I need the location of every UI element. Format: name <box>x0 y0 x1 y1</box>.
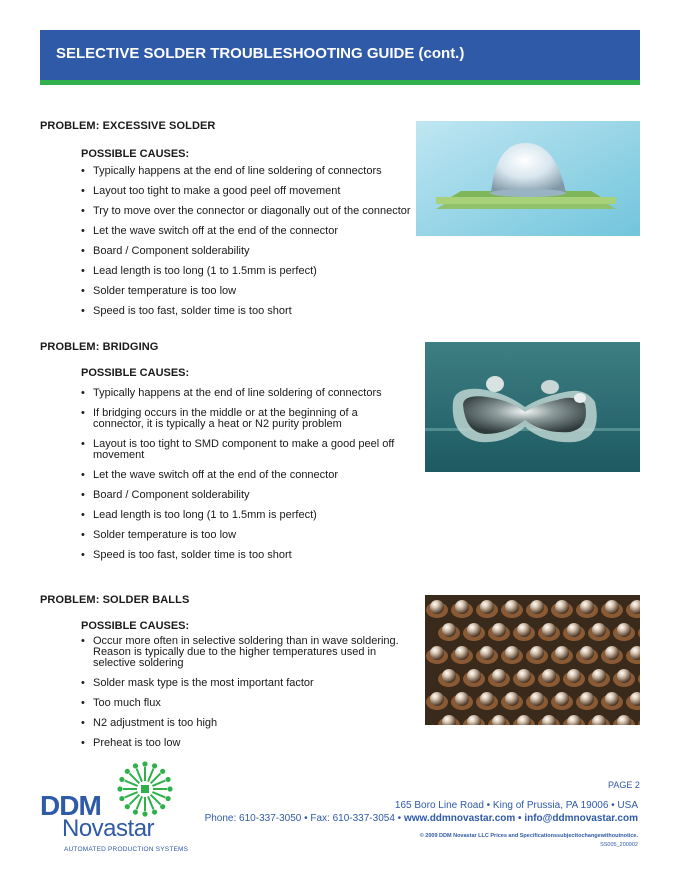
list-item: • Too much flux <box>81 698 406 709</box>
list-item: • Layout is too tight to SMD component to make a good peel off movement <box>81 439 406 461</box>
list-item: • Occur more often in selective soldering than in wave soldering. Reason is typically due to the higher temperatures used in selective soldering <box>81 636 406 669</box>
list-item: • N2 adjustment is too high <box>81 718 406 729</box>
footer-phone-fax: Phone: 610-337-3050 • Fax: 610-337-3054 • <box>204 813 404 824</box>
page-title: SELECTIVE SOLDER TROUBLESHOOTING GUIDE (cont.) <box>56 45 465 62</box>
list-item: • Lead length is too long (1 to 1.5mm is perfect) <box>81 266 421 277</box>
causes-list <box>81 166 421 317</box>
list-item: • Let the wave switch off at the end of the connector <box>81 470 406 481</box>
page-number: PAGE 2 <box>608 780 640 790</box>
ddm-novastar-logo <box>40 760 190 860</box>
list-item: • Solder temperature is too low <box>81 530 406 541</box>
problem-heading: PROBLEM: SOLDER BALLS <box>40 594 190 606</box>
starburst-logo-icon <box>116 760 174 818</box>
list-item: • Layout too tight to make a good peel off movement <box>81 186 421 197</box>
footer-web-email[interactable]: www.ddmnovastar.com • info@ddmnovastar.com <box>403 813 638 824</box>
causes-list <box>81 388 406 561</box>
list-item: • Typically happens at the end of line soldering of connectors <box>81 166 421 177</box>
list-item: • Lead length is too long (1 to 1.5mm is perfect) <box>81 510 406 521</box>
bridging-photo <box>425 342 640 472</box>
list-item: • Solder mask type is the most important factor <box>81 678 406 689</box>
header-bar <box>40 30 640 80</box>
footer-doc-code: SS005_200902 <box>600 842 638 848</box>
causes-heading: POSSIBLE CAUSES: <box>81 367 190 379</box>
problem-heading: PROBLEM: EXCESSIVE SOLDER <box>40 120 216 132</box>
logo-novastar-text: Novastar <box>62 815 155 842</box>
footer-copyright: © 2009 DDM Novastar LLC Prices and Specificationssubjecttochangewithoutnotice. <box>419 833 638 839</box>
excessive-solder-photo <box>416 121 640 236</box>
list-item: • Speed is too fast, solder time is too short <box>81 550 406 561</box>
footer-address: 165 Boro Line Road • King of Prussia, PA 19006 • USA <box>394 800 638 811</box>
list-item: • Let the wave switch off at the end of the connector <box>81 226 421 237</box>
causes-list <box>81 636 406 749</box>
logo-tagline: AUTOMATED PRODUCTION SYSTEMS <box>64 846 189 853</box>
list-item: • Board / Component solderability <box>81 490 406 501</box>
list-item: • Typically happens at the end of line soldering of connectors <box>81 388 406 399</box>
list-item: • If bridging occurs in the middle or at the beginning of a connector, it is typically a heat or N2 purity problem <box>81 408 406 430</box>
list-item: • Speed is too fast, solder time is too short <box>81 306 421 317</box>
list-item: • Try to move over the connector or diagonally out of the connector <box>81 206 421 217</box>
list-item: • Preheat is too low <box>81 738 406 749</box>
logo-ddm-text: DDM <box>40 790 101 821</box>
causes-heading: POSSIBLE CAUSES: <box>81 148 190 160</box>
problem-heading: PROBLEM: BRIDGING <box>40 341 159 353</box>
footer-contact <box>205 813 638 824</box>
list-item: • Solder temperature is too low <box>81 286 421 297</box>
list-item: • Board / Component solderability <box>81 246 421 257</box>
solder-balls-photo <box>425 595 640 725</box>
header-stripe <box>40 80 640 85</box>
causes-heading: POSSIBLE CAUSES: <box>81 620 190 632</box>
